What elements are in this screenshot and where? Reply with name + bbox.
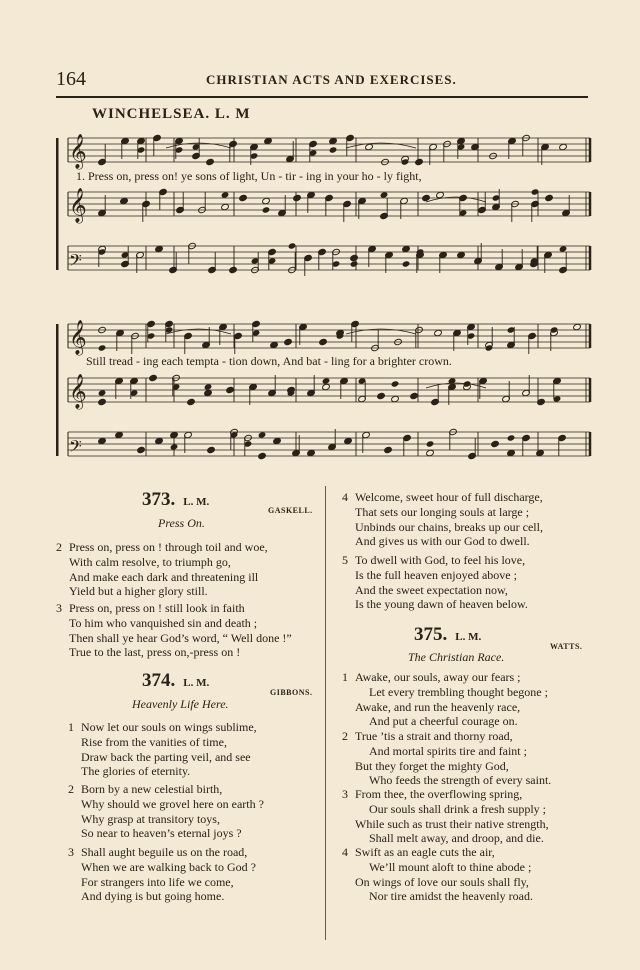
note-head	[322, 377, 331, 384]
stanza-line: Is the young dawn of heaven below.	[355, 597, 528, 612]
stanza	[68, 845, 324, 904]
bass-clef: 𝄢	[69, 436, 82, 460]
hymn-373-heading	[142, 489, 209, 511]
stanza-number: 4	[342, 845, 348, 859]
stanza-number: 2	[56, 540, 62, 554]
note-head	[322, 383, 331, 390]
music-system-2	[56, 316, 596, 476]
stanza-line: With calm resolve, to triumph go,	[69, 554, 231, 569]
stanza-line: And the sweet expectation now,	[355, 582, 508, 597]
note-head	[137, 446, 146, 453]
hymn-number: 374.	[142, 670, 176, 691]
note-head	[98, 398, 107, 405]
note-head	[377, 392, 386, 399]
note-head	[221, 203, 230, 210]
stanza-line: Press on, press on ! still look in faith	[69, 601, 245, 615]
stanza-line: Why grasp at transitory toys,	[81, 811, 220, 826]
hymn-subtitle: The Christian Race.	[408, 650, 505, 664]
note-head	[350, 254, 359, 261]
hymn-meter: L. M.	[183, 496, 210, 508]
stanza-line: And make each dark and threatening ill	[69, 569, 259, 584]
stanza	[56, 601, 324, 660]
stanza-line: Is the full heaven enjoyed above ;	[355, 567, 517, 582]
bass-clef: 𝄢	[69, 250, 82, 274]
stanza-line: That sets our longing souls at large ;	[355, 504, 530, 519]
note-head	[204, 389, 213, 396]
note-head	[384, 446, 393, 453]
hymn-meter: L. M.	[455, 631, 482, 643]
note-head	[207, 446, 216, 453]
stanza-line: And gives us with our God to dwell.	[355, 534, 530, 549]
stanza-line: While such as trust their native strength,	[355, 816, 549, 831]
stanza-line: Rise from the vanities of time,	[81, 734, 227, 749]
note-head	[258, 431, 267, 438]
stanza	[342, 553, 592, 612]
stanza	[342, 729, 592, 788]
stanza-line: Nor tire amidst the heavenly road.	[369, 889, 533, 904]
stanza-line: Awake, our souls, away our fears ;	[355, 670, 521, 684]
note-head	[170, 443, 179, 450]
stanza-line: Yield but a higher glory still.	[69, 584, 208, 599]
stanza-line: Who feeds the strength of every saint.	[369, 773, 552, 788]
note-head	[288, 242, 297, 249]
hymn-author: GIBBONS.	[270, 688, 313, 697]
note-head	[559, 245, 568, 252]
note-head	[226, 386, 235, 393]
hymn-374-heading	[142, 670, 209, 692]
stanza-line: We’ll mount aloft to thine abode ;	[369, 859, 532, 874]
hymn-number: 373.	[142, 489, 176, 510]
note-head	[319, 338, 328, 345]
note-head	[120, 197, 129, 204]
stanza-line: True ’tis a strait and thorny road,	[355, 729, 513, 743]
stanza-line: Now let our souls on wings sublime,	[81, 720, 257, 734]
system-brace-bar	[56, 324, 59, 456]
stanza-line: Our souls shall drink a fresh supply ;	[369, 801, 546, 816]
stanza-line: Let every trembling thought begone ;	[369, 684, 548, 699]
stanza-number: 2	[68, 782, 74, 796]
note-head	[426, 440, 435, 447]
note-head	[293, 194, 302, 201]
stanza-line: And mortal spirits tire and faint ;	[369, 743, 527, 758]
note-head	[149, 374, 158, 381]
note-head	[264, 137, 273, 144]
note-head	[262, 197, 271, 204]
note-head	[402, 260, 411, 267]
note-head	[307, 449, 316, 456]
stanza-line: Then shall ye hear God’s word, “ Well done !”	[69, 630, 292, 645]
note-head	[170, 431, 179, 438]
note-head	[98, 389, 107, 396]
hymn-subtitle: Heavenly Life Here.	[132, 697, 229, 711]
note-head	[402, 245, 411, 252]
note-head	[155, 245, 164, 252]
stanza-line: The glories of eternity.	[81, 764, 191, 779]
stanza-line: Unbinds our chains, breaks up our cell,	[355, 519, 543, 534]
running-head: CHRISTIAN ACTS AND EXERCISES.	[206, 72, 457, 87]
stanza-number: 1	[342, 670, 348, 684]
stanza-number: 4	[342, 490, 348, 504]
tune-title: WINCHELSEA. L. M	[92, 106, 251, 122]
stanza	[68, 782, 324, 841]
note-head	[573, 323, 582, 330]
stanza-line: True to the last, press on,-press on !	[69, 645, 241, 660]
stanza-line: Awake, and run the heavenly race,	[355, 699, 521, 714]
note-head	[415, 158, 424, 165]
note-head	[98, 344, 107, 351]
stanza-line: But they forget the mighty God,	[355, 758, 509, 773]
note-head	[221, 191, 230, 198]
treble-clef: 𝄞	[69, 374, 87, 409]
hymn-author: GASKELL.	[268, 506, 313, 515]
stanza-number: 3	[342, 787, 348, 801]
stanza-line: From thee, the overflowing spring,	[355, 787, 523, 801]
stanza-number: 1	[68, 720, 74, 734]
page-number: 164	[56, 68, 86, 90]
stanza	[342, 490, 592, 549]
note-head	[491, 440, 500, 447]
note-head	[229, 266, 238, 273]
stanza-line: Swift as an eagle cuts the air,	[355, 845, 495, 859]
note-head	[536, 449, 545, 456]
stanza	[68, 720, 324, 779]
note-head	[507, 434, 516, 441]
note-head	[391, 380, 400, 387]
stanza	[342, 787, 592, 846]
stanza-line: For strangers into life we come,	[81, 874, 234, 889]
note-head	[206, 158, 215, 165]
note-head	[350, 260, 359, 267]
note-head	[155, 437, 164, 444]
note-head	[545, 194, 554, 201]
note-head	[457, 251, 466, 258]
stanza	[342, 670, 592, 729]
tune-lyrics-line-2: Still tread - ing each tempta - tion down, And bat - ling for a brighter crown.	[86, 354, 452, 368]
note-head	[507, 449, 516, 456]
note-head	[426, 449, 435, 456]
note-head	[115, 431, 124, 438]
stanza-line: When we are walking back to God ?	[81, 859, 256, 874]
note-head	[273, 437, 282, 444]
note-head	[270, 341, 279, 348]
hymn-author: WATTS.	[550, 642, 583, 651]
stanza-line: To him who vanquished sin and death ;	[69, 615, 258, 630]
stanza-line: So near to heaven’s eternal joys ?	[81, 826, 242, 841]
music-system-1	[56, 130, 596, 290]
column-rule	[325, 486, 326, 940]
note-head	[380, 191, 389, 198]
note-head	[284, 338, 293, 345]
stanza-line: Born by a new celestial birth,	[81, 782, 223, 796]
stanza	[56, 540, 324, 599]
hymn-subtitle: Press On.	[158, 516, 205, 530]
note-head	[559, 143, 568, 150]
note-head	[344, 437, 353, 444]
hymn-meter: L. M.	[183, 677, 210, 689]
hymn-375-heading	[414, 624, 481, 646]
note-head	[262, 206, 271, 213]
note-head	[258, 452, 267, 459]
tune-lyrics-line-1: 1. Press on, press on! ye sons of light, Un - tir - ing in your ho - ly fight,	[76, 169, 422, 183]
note-head	[422, 194, 431, 201]
stanza-number: 3	[56, 601, 62, 615]
stanza-line: Draw back the parting veil, and see	[81, 749, 251, 764]
stanza-line: Shall melt away, and droop, and die.	[369, 831, 544, 846]
hymn-number: 375.	[414, 624, 448, 645]
treble-clef: 𝄞	[69, 320, 87, 355]
stanza-number: 2	[342, 729, 348, 743]
stanza-number: 5	[342, 553, 348, 567]
stanza-line: To dwell with God, to feel his love,	[355, 553, 526, 567]
note-head	[434, 329, 443, 336]
stanza-number: 3	[68, 845, 74, 859]
stanza-line: On wings of love our souls shall fly,	[355, 874, 529, 889]
stanza-line: Welcome, sweet hour of full discharge,	[355, 490, 543, 504]
note-head	[329, 137, 338, 144]
note-head	[239, 194, 248, 201]
note-head	[329, 146, 338, 153]
stanza-line: Why should we grovel here on earth ?	[81, 796, 264, 811]
note-head	[204, 383, 213, 390]
stanza	[342, 845, 592, 904]
note-head	[187, 398, 196, 405]
note-head	[391, 395, 400, 402]
system-brace-bar	[56, 138, 59, 270]
note-head	[410, 392, 419, 399]
stanza-line: Press on, press on ! through toil and woe,	[69, 540, 268, 554]
treble-clef: 𝄞	[69, 134, 87, 169]
stanza-line: Shall aught beguile us on the road,	[81, 845, 248, 859]
note-head	[365, 143, 374, 150]
header-rule	[56, 96, 588, 98]
treble-clef: 𝄞	[69, 188, 87, 223]
stanza-line: And put a cheerful courage on.	[369, 714, 518, 729]
stanza-line: And dying is but going home.	[81, 889, 225, 904]
